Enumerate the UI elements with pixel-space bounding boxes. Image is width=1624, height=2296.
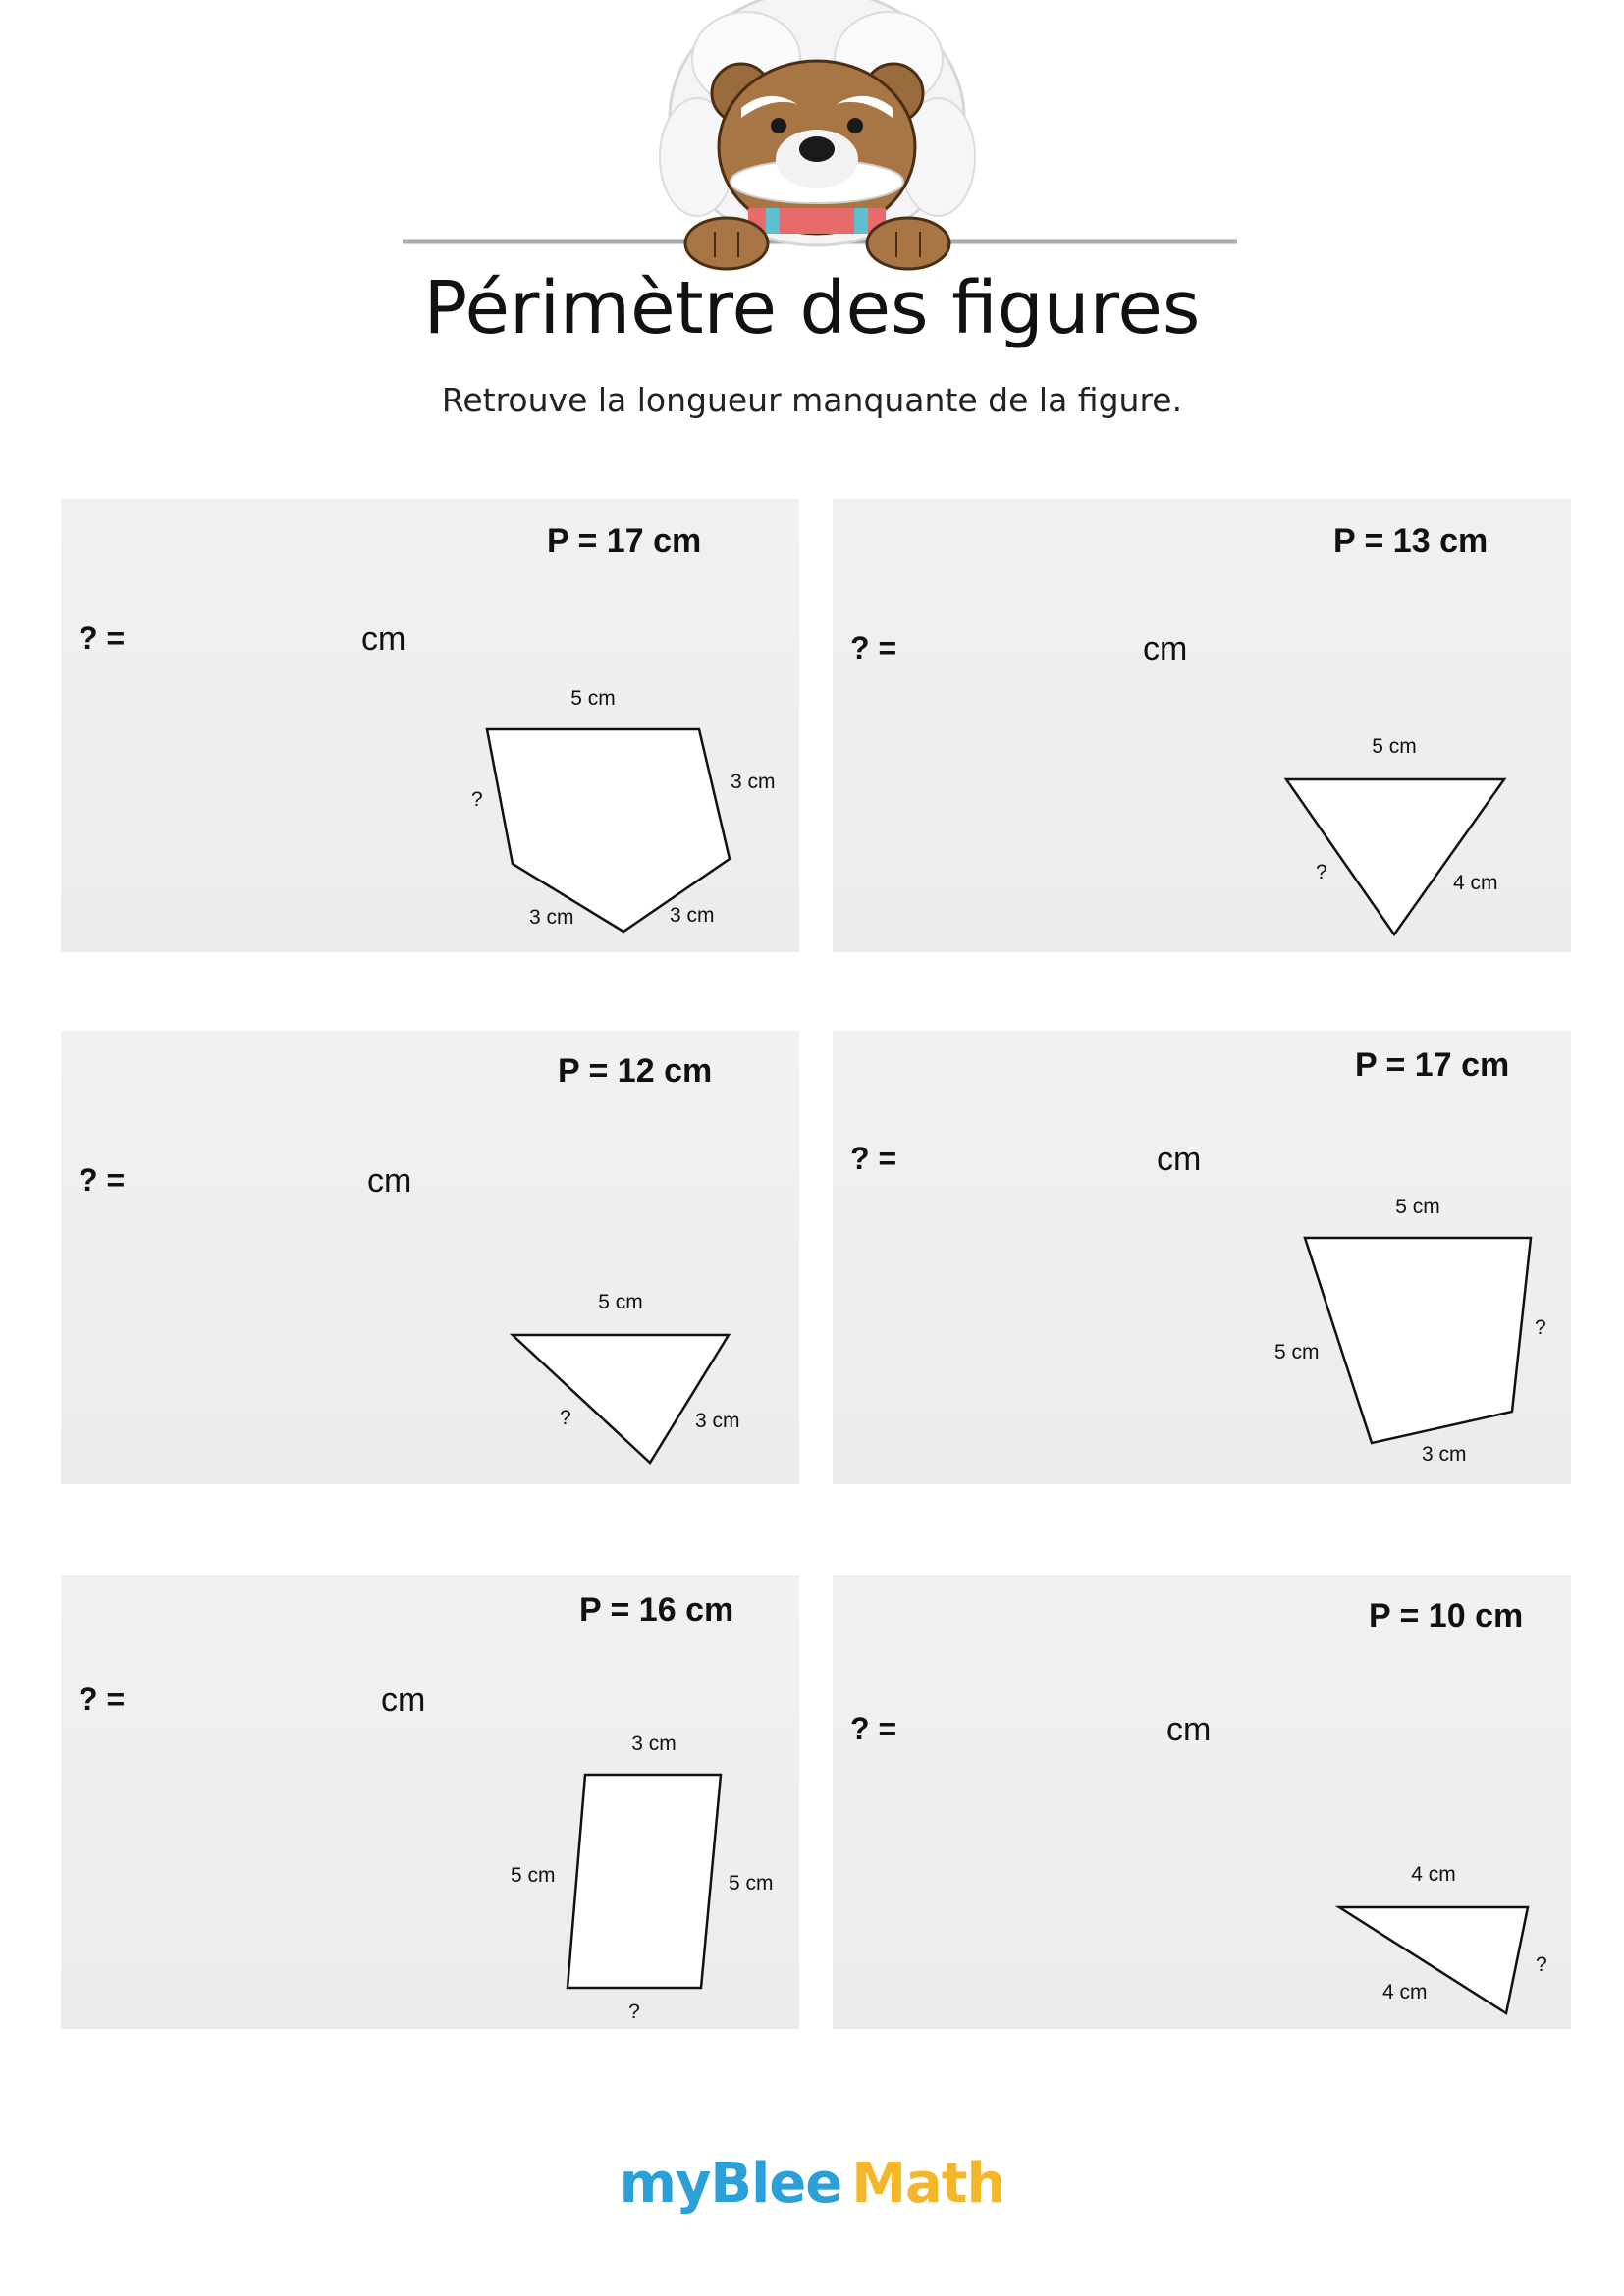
- question-label: ? =: [79, 620, 126, 656]
- quadrilateral-figure: [833, 1031, 1571, 1484]
- triangle-figure: [833, 499, 1571, 952]
- side-label: 5 cm: [1372, 735, 1417, 758]
- perimeter-label: P = 13 cm: [1333, 522, 1489, 560]
- perimeter-label: P = 17 cm: [547, 522, 702, 560]
- logo-text-blee: myBlee: [619, 2152, 842, 2216]
- exercise-card-3: [61, 1031, 799, 1484]
- side-label: 3 cm: [1422, 1443, 1467, 1466]
- side-label: 3 cm: [695, 1410, 740, 1432]
- side-label: ?: [1535, 1316, 1546, 1339]
- triangle-figure: [61, 1031, 799, 1484]
- answer-unit: cm: [381, 1682, 426, 1719]
- side-label: 5 cm: [598, 1291, 643, 1313]
- side-label: 4 cm: [1411, 1863, 1456, 1886]
- logo-text-math: Math: [851, 2152, 1005, 2216]
- page-subtitle: Retrouve la longueur manquante de la figure.: [441, 381, 1183, 419]
- side-label: 5 cm: [729, 1872, 774, 1895]
- side-label: 5 cm: [570, 687, 616, 710]
- answer-unit: cm: [1143, 630, 1188, 667]
- side-label: 5 cm: [1274, 1341, 1320, 1363]
- exercise-card-1: [61, 499, 799, 952]
- perimeter-label: P = 12 cm: [558, 1052, 713, 1090]
- side-label: 4 cm: [1453, 872, 1498, 894]
- question-label: ? =: [850, 1711, 897, 1746]
- side-label: ?: [560, 1407, 571, 1429]
- perimeter-label: P = 10 cm: [1369, 1597, 1524, 1634]
- mascot-illustration: [403, 0, 1237, 280]
- question-label: ? =: [850, 630, 897, 666]
- question-label: ? =: [79, 1682, 126, 1717]
- side-label: ?: [1316, 861, 1327, 883]
- answer-unit: cm: [367, 1162, 412, 1200]
- pentagon-figure: [61, 499, 799, 952]
- side-label: 3 cm: [631, 1733, 677, 1755]
- answer-unit: cm: [361, 620, 406, 658]
- answer-unit: cm: [1166, 1711, 1212, 1748]
- exercise-card-5: [61, 1575, 799, 2029]
- side-label: 4 cm: [1382, 1981, 1428, 2003]
- page-title: Périmètre des figures: [423, 266, 1201, 350]
- answer-unit: cm: [1157, 1141, 1202, 1178]
- exercise-card-2: [833, 499, 1571, 952]
- side-label: 3 cm: [670, 904, 715, 927]
- triangle-figure: [833, 1575, 1571, 2029]
- brand-logo: [0, 2152, 1624, 2216]
- exercise-card-4: [833, 1031, 1571, 1484]
- side-label: 5 cm: [511, 1864, 556, 1887]
- perimeter-label: P = 17 cm: [1355, 1046, 1510, 1084]
- side-label: 5 cm: [1395, 1196, 1440, 1218]
- side-label: 3 cm: [731, 771, 776, 793]
- side-label: ?: [1536, 1953, 1547, 1976]
- side-label: ?: [471, 788, 483, 811]
- question-label: ? =: [850, 1141, 897, 1176]
- exercise-card-6: [833, 1575, 1571, 2029]
- question-label: ? =: [79, 1162, 126, 1198]
- perimeter-label: P = 16 cm: [579, 1591, 734, 1629]
- side-label: ?: [628, 2001, 640, 2023]
- quadrilateral-figure: [61, 1575, 799, 2029]
- side-label: 3 cm: [529, 906, 574, 929]
